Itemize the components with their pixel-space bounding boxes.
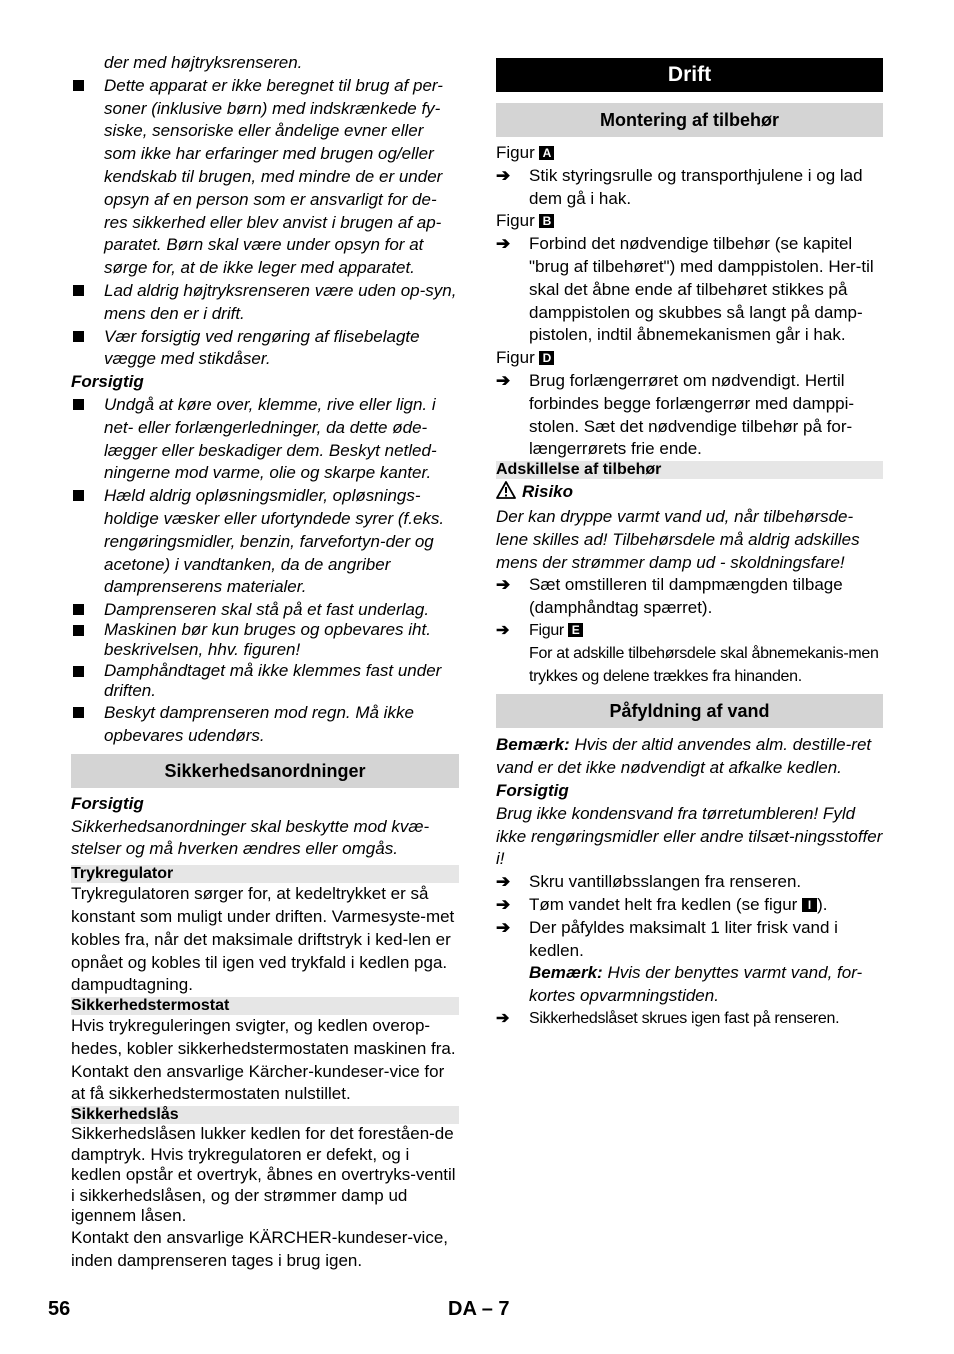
list-item: Maskinen bør kun bruges og opbevares iht. beskrivelsen, hhv. figuren! xyxy=(71,620,459,660)
arrow-right-icon: ➔ xyxy=(496,872,511,892)
figure-ref-b: Figur B xyxy=(496,210,883,233)
step-b: ➔ Forbind det nødvendige tilbehør (se kapitel "brug af tilbehøret") med damppistolen. Her-til skal det åbne ende af tilbehøret stikkes på damppistolen og skubbes så langt på damp-pistolen, indtil åbnemekanismen går i hak. xyxy=(496,234,874,345)
figure-b-icon: B xyxy=(539,214,554,228)
warning-triangle-icon xyxy=(496,481,516,506)
step-separate-1: ➔ Sæt omstilleren til dampmængden tilbage (damphåndtag spærret). xyxy=(496,575,843,618)
step-d: ➔ Brug forlængerrøret om nødvendigt. Hertil forbindes begge forlængerrør med damppi-stolen. Sæt det nødvendige tilbehør på for-længerrørets frie ende. xyxy=(496,370,855,459)
list-item: Beskyt damprenseren mod regn. Må ikke opbevares udendørs. xyxy=(71,702,459,748)
caution-text: Brug ikke kondensvand fra tørretumbleren! Fyld ikke rengøringsmidler eller andre tilsæt-ningsstoffer i! xyxy=(496,803,883,869)
arrow-right-icon: ➔ xyxy=(496,370,511,390)
arrow-right-icon: ➔ xyxy=(496,917,511,937)
figure-a-icon: A xyxy=(539,146,554,160)
bullet-icon xyxy=(73,285,84,296)
safety-lock-contact-text: Kontakt den ansvarlige KÄRCHER-kundeser-vice, inden damprenseren tages i brug igen. xyxy=(71,1227,449,1270)
step-separate-2: ➔ Figur E For at adskille tilbehørsdele skal åbnemekanis-men trykkes og delene trækkes fra hinanden. xyxy=(496,621,879,685)
arrow-right-icon: ➔ xyxy=(496,234,511,254)
safety-thermostat-text: Hvis trykreguleringen svigter, og kedlen overop-hedes, kobler sikkerhedstermostaten maskinen fra. Kontakt den ansvarlige Kärcher-kundeser-vice for at få sikkerhedstermostaten nulstillet. xyxy=(71,1016,456,1104)
caution-label: Forsigtig xyxy=(71,372,144,392)
list-item: Damphåndtaget må ikke klemmes fast under driften. xyxy=(71,661,459,701)
section-title-filling-water: Påfyldning af vand xyxy=(496,694,883,728)
bullet-icon xyxy=(73,666,84,677)
arrow-right-icon: ➔ xyxy=(496,575,511,595)
list-item: Vær forsigtig ved rengøring af flisebelagte vægge med stikdåser. xyxy=(71,326,459,372)
fill-step-3: ➔ Der påfyldes maksimalt 1 liter frisk vand i kedlen. xyxy=(496,917,838,960)
arrow-right-icon: ➔ xyxy=(496,894,511,914)
figure-i-icon: I xyxy=(802,898,817,912)
subsection-separating-accessories: Adskillelse af tilbehør xyxy=(496,461,883,479)
bullet-icon xyxy=(73,625,84,636)
caution-label: Forsigtig xyxy=(496,780,569,800)
list-item: Damprenseren skal stå på et fast underlag. xyxy=(71,599,459,620)
list-item: Dette apparat er ikke beregnet til brug af per-soner (inklusive børn) med indskrænkede fy-siske, sensoriske eller åndelige evner eller som ikke har erfaringer med brugen og/eller kendskab til brugen, med mindre de er under opsyn af en person som er ansvarligt for de-res sikkerhed eller blev anvist i brugen af ap-paratet. Børn skal være under opsyn for at sørge for, at de ikke leger med apparatet. xyxy=(71,75,459,280)
subsection-safety-thermostat: Sikkerhedstermostat xyxy=(71,997,459,1015)
pressure-regulator-text: Trykregulatoren sørger for, at kedeltrykket er så konstant som muligt under driften. Varmesyste-met kobles fra, når det maksimale driftstryk i ked-len er opnået og kobles til igen ved trykfald i kedlen pga. dampudtagning. xyxy=(71,884,455,995)
figure-e-icon: E xyxy=(568,623,583,637)
bullet-icon xyxy=(73,490,84,501)
section-title-mounting-accessories: Montering af tilbehør xyxy=(496,103,883,137)
right-column xyxy=(496,52,883,1031)
figure-ref-a: Figur A xyxy=(496,142,883,165)
note-text: Bemærk: Hvis der altid anvendes alm. destille-ret vand er det ikke nødvendigt at afkalke kedlen. xyxy=(496,735,872,778)
fill-note: Bemærk: Hvis der benyttes varmt vand, for-kortes opvarmningstiden. xyxy=(529,963,863,1006)
caution-label: Forsigtig xyxy=(71,793,144,813)
safety-bullets-2 xyxy=(71,394,459,748)
fill-step-1: ➔ Skru vantilløbsslangen fra renseren. xyxy=(496,871,883,894)
continued-text: der med højtryksrenseren. xyxy=(104,53,303,72)
list-item: Undgå at køre over, klemme, rive eller lign. i net- eller forlængerledninger, da dette øde-lægger eller beskadiger dem. Beskyt netled-ningerne mod varme, olie og skarpe kanter. xyxy=(71,394,459,485)
risk-label: Risiko xyxy=(496,481,883,506)
page-number: 56 xyxy=(48,1298,71,1320)
page-label: DA – 7 xyxy=(448,1298,510,1320)
risk-text: Der kan dryppe varmt vand ud, når tilbehørsde-lene skilles ad! Tilbehørsdele må aldrig adskilles mens der strømmer damp ud - skoldningsfare! xyxy=(496,506,860,572)
fill-step-4: ➔ Sikkerhedslåset skrues igen fast på renseren. xyxy=(496,1008,883,1031)
safety-bullets-1 xyxy=(71,75,459,371)
bullet-icon xyxy=(73,707,84,718)
arrow-right-icon: ➔ xyxy=(496,1009,510,1027)
bullet-icon xyxy=(73,80,84,91)
bullet-icon xyxy=(73,604,84,615)
bullet-icon xyxy=(73,399,84,410)
figure-d-icon: D xyxy=(539,351,554,365)
subsection-pressure-regulator: Trykregulator xyxy=(71,865,459,883)
section-title-safety-devices: Sikkerhedsanordninger xyxy=(71,754,459,788)
safety-lock-text: Sikkerhedslåsen lukker kedlen for det foreståen-de damptryk. Hvis trykregulatoren er defekt, og i kedlen opstår et overtryk, åbnes en overtryks-ventil i sikkerhedslåsen, og der strømmer damp ud igennem låsen. xyxy=(71,1124,456,1226)
arrow-right-icon: ➔ xyxy=(496,165,511,185)
left-column xyxy=(71,52,459,1272)
bullet-icon xyxy=(73,331,84,342)
list-item: Lad aldrig højtryksrenseren være uden op-syn, mens den er i drift. xyxy=(71,280,459,326)
figure-ref-d: Figur D xyxy=(496,347,883,370)
step-a: ➔ Stik styringsrulle og transporthjulene i og lad dem gå i hak. xyxy=(496,165,863,208)
chapter-title-operation: Drift xyxy=(496,58,883,92)
arrow-right-icon: ➔ xyxy=(496,621,510,639)
subsection-safety-lock: Sikkerhedslås xyxy=(71,1106,459,1124)
list-item: Hæld aldrig opløsningsmidler, opløsnings-holdige væsker eller ufortyndede syrer (f.eks. rengøringsmidler, benzin, farvefortyn-der og acetone) i vandtanken, da de angriber damprenserens materialer. xyxy=(71,485,459,599)
caution-text: Sikkerhedsanordninger skal beskytte mod kvæ-stelser og må hverken ændres eller omgås. xyxy=(71,816,430,859)
fill-step-2: ➔ Tøm vandet helt fra kedlen (se figur I ). xyxy=(496,894,883,917)
